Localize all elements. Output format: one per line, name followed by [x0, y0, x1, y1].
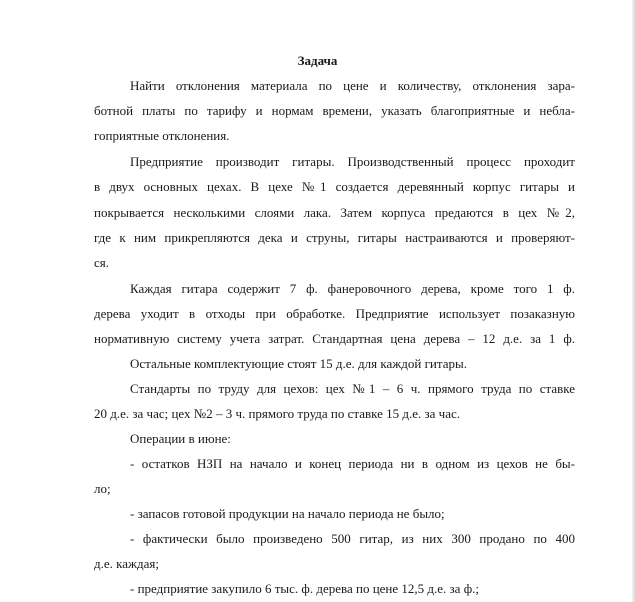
text-line: - фактически было произведено 500 гитар, из них 300 продано по 400 [130, 531, 575, 546]
text-line: ло; [94, 481, 111, 496]
document-title: Задача [297, 53, 338, 68]
text-line: - запасов готовой продукции на начало периода не было; [130, 506, 445, 521]
text-line: покрывается несколькими слоями лака. Затем корпуса предаются в цех №2, [94, 205, 575, 220]
text-line: д.е. каждая; [94, 556, 159, 571]
text-line: ботной платы по тарифу и нормам времени, указать благоприятные и небла- [94, 103, 575, 118]
text-line: гоприятные отклонения. [94, 128, 230, 143]
text-line: Предприятие производит гитары. Производственный процесс проходит [130, 154, 575, 169]
text-line: ся. [94, 255, 109, 270]
text-line: - остатков НЗП на начало и конец периода ни в одном из цехов не бы- [130, 456, 575, 471]
text-line: Найти отклонения материала по цене и количеству, отклонения зара- [130, 78, 575, 93]
text-line: Стандарты по труду для цехов: цех №1 – 6 ч. прямого труда по ставке [130, 381, 575, 396]
text-line: 20 д.е. за час; цех №2 – 3 ч. прямого труда по ставке 15 д.е. за час. [94, 406, 460, 421]
text-line: Операции в июне: [130, 431, 231, 446]
text-line: нормативную систему учета затрат. Стандартная цена дерева – 12 д.е. за 1 ф. [94, 331, 575, 346]
text-line: дерева уходит в отходы при обработке. Предприятие использует позаказную [94, 306, 575, 321]
text-line: Каждая гитара содержит 7 ф. фанеровочного дерева, кроме того 1 ф. [130, 281, 575, 296]
text-line: где к ним прикрепляются дека и струны, гитары настраиваются и проверяют- [94, 230, 575, 245]
text-line: Остальные комплектующие стоят 15 д.е. для каждой гитары. [130, 356, 467, 371]
text-line: в двух основных цехах. В цехе №1 создается деревянный корпус гитары и [94, 179, 575, 194]
text-line: - предприятие закупило 6 тыс. ф. дерева по цене 12,5 д.е. за ф.; [130, 581, 479, 596]
